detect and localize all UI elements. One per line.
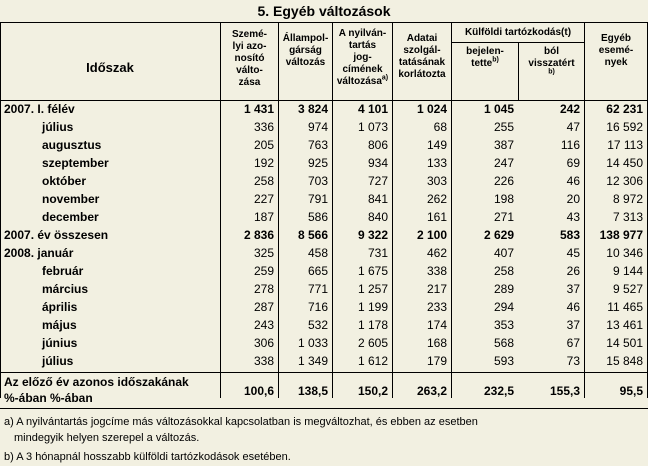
- table-cell: 179: [426, 354, 447, 368]
- table-cell: 43: [566, 210, 580, 224]
- table-cell: 8 972: [612, 192, 643, 206]
- table-cell: 7 313: [612, 210, 643, 224]
- table-cell: 116: [560, 138, 580, 152]
- table-cell: 731: [367, 246, 388, 260]
- table-cell: 233: [426, 300, 447, 314]
- table-cell: 138 977: [599, 228, 643, 242]
- summary-label-line1: Az előző év azonos időszakának: [4, 375, 189, 389]
- table-cell: 161: [426, 210, 447, 224]
- table-cell: 168: [426, 336, 447, 350]
- table-cell: 1 431: [243, 102, 274, 116]
- header-period: Időszak: [86, 60, 134, 75]
- table-cell: 934: [367, 156, 388, 170]
- header-reported: bejelen- tette$^{b)}$: [466, 46, 504, 69]
- table-cell: 187: [253, 210, 274, 224]
- table-cell: 338: [426, 264, 447, 278]
- footnote-b-marker: b): [548, 68, 555, 76]
- table-cell: 149: [426, 138, 447, 152]
- table-cell: 69: [566, 156, 580, 170]
- header-personal-id: Szemé- lyi azo- nosító válto- zása: [231, 29, 267, 88]
- table-row: [0, 263, 648, 279]
- row-label: 2007. I. félév: [4, 102, 75, 116]
- table-cell: 16 592: [606, 120, 643, 134]
- footnote-a-line1: a) A nyilvántartás jogcíme más változásokkal kapcsolatban is megváltozhat, és ebben az esetben: [4, 416, 478, 428]
- table-cell: 462: [426, 246, 447, 260]
- summary-cell: 232,5: [483, 384, 514, 398]
- table-cell: 303: [426, 174, 447, 188]
- table-cell: 226: [493, 174, 514, 188]
- table-cell: 242: [559, 102, 580, 116]
- table-cell: 37: [566, 318, 580, 332]
- table-row: [0, 155, 648, 171]
- table-cell: 306: [253, 336, 274, 350]
- table-row: [0, 317, 648, 333]
- table-row: [0, 281, 648, 297]
- table-cell: 716: [307, 300, 328, 314]
- row-label: október: [42, 174, 87, 188]
- table-row: [0, 335, 648, 351]
- table-cell: 26: [566, 264, 580, 278]
- table-cell: 255: [493, 120, 514, 134]
- row-label: június: [42, 336, 78, 350]
- table-cell: 14 501: [606, 336, 643, 350]
- summary-cell: 263,2: [416, 384, 447, 398]
- summary-cell: 138,5: [297, 384, 328, 398]
- table-cell: 9 527: [612, 282, 643, 296]
- table-cell: 2 605: [357, 336, 388, 350]
- table-row: [0, 227, 648, 243]
- footnote-b: b) A 3 hónapnál hosszabb külföldi tartózkodások esetében.: [4, 451, 291, 463]
- table-cell: 12 306: [606, 174, 643, 188]
- table-cell: 289: [493, 282, 514, 296]
- table-cell: 247: [493, 156, 514, 170]
- table-cell: 45: [566, 246, 580, 260]
- table-cell: 806: [367, 138, 388, 152]
- header-data-restriction: Adatai szolgál- tatásának korlátozta: [398, 33, 446, 80]
- table-cell: 174: [426, 318, 447, 332]
- table-cell: 205: [253, 138, 274, 152]
- row-label: augusztus: [42, 138, 102, 152]
- row-label: 2007. év összesen: [4, 228, 109, 242]
- grid-line: [0, 408, 648, 409]
- table-cell: 198: [493, 192, 514, 206]
- header-abroad-stay: Külföldi tartózkodás(t): [464, 27, 572, 38]
- table-cell: 271: [493, 210, 514, 224]
- table-cell: 11 465: [607, 300, 643, 314]
- row-label: november: [42, 192, 100, 206]
- table-cell: 338: [253, 354, 274, 368]
- table-cell: 458: [307, 246, 328, 260]
- table-cell: 294: [493, 300, 514, 314]
- table-cell: 1 675: [357, 264, 388, 278]
- row-label: március: [42, 282, 89, 296]
- table-cell: 353: [493, 318, 514, 332]
- table-row: [0, 101, 648, 117]
- table-cell: 925: [307, 156, 328, 170]
- table-row: [0, 119, 648, 135]
- table-cell: 841: [367, 192, 388, 206]
- table-cell: 14 450: [606, 156, 643, 170]
- table-cell: 15 848: [606, 354, 643, 368]
- table-cell: 17 113: [607, 138, 643, 152]
- table-cell: 217: [426, 282, 447, 296]
- table-cell: 37: [566, 282, 580, 296]
- grid-line: [0, 22, 648, 23]
- row-label: december: [42, 210, 99, 224]
- table-cell: 62 231: [606, 102, 643, 116]
- table-cell: 46: [566, 300, 580, 314]
- table-cell: 2 836: [243, 228, 274, 242]
- table-cell: 2 100: [416, 228, 447, 242]
- summary-cell: 95,5: [619, 384, 643, 398]
- row-label: szeptember: [42, 156, 109, 170]
- summary-row: [0, 374, 648, 408]
- table-cell: 227: [253, 192, 274, 206]
- table-row: [0, 137, 648, 153]
- table-row: [0, 209, 648, 225]
- table-cell: 192: [253, 156, 274, 170]
- table-cell: 325: [253, 246, 274, 260]
- table-cell: 46: [566, 174, 580, 188]
- table-cell: 10 346: [606, 246, 643, 260]
- table-cell: 532: [307, 318, 328, 332]
- grid-line: [0, 372, 648, 373]
- header-registration-title: A nyilván- tartás jog- címének változása$^{a)}$: [336, 28, 389, 87]
- table-cell: 2 629: [483, 228, 514, 242]
- table-row: [0, 245, 648, 261]
- table-cell: 67: [566, 336, 580, 350]
- footnote-a-line2: mindegyik helyen szerepel a változás.: [14, 432, 200, 444]
- table-cell: 1 178: [357, 318, 388, 332]
- table-cell: 262: [426, 192, 447, 206]
- table-cell: 133: [426, 156, 447, 170]
- table-cell: 771: [307, 282, 328, 296]
- table-cell: 840: [367, 210, 388, 224]
- table-cell: 1 612: [357, 354, 388, 368]
- table-cell: 791: [307, 192, 328, 206]
- table-cell: 1 199: [357, 300, 388, 314]
- table-row: [0, 353, 648, 369]
- table-cell: 665: [307, 264, 328, 278]
- table-cell: 727: [367, 174, 388, 188]
- table-cell: 1 349: [297, 354, 328, 368]
- table-cell: 278: [253, 282, 274, 296]
- table-cell: 20: [566, 192, 580, 206]
- row-label: július: [42, 354, 74, 368]
- table-cell: 407: [493, 246, 514, 260]
- table-cell: 287: [253, 300, 274, 314]
- summary-cell: 150,2: [357, 384, 388, 398]
- table-cell: 258: [253, 174, 274, 188]
- table-cell: 47: [566, 120, 580, 134]
- table-cell: 583: [559, 228, 580, 242]
- table-cell: 568: [493, 336, 514, 350]
- row-label: július: [42, 120, 74, 134]
- table-cell: 4 101: [357, 102, 388, 116]
- table-cell: 763: [307, 138, 328, 152]
- table-row: [0, 173, 648, 189]
- row-label: 2008. január: [4, 246, 74, 260]
- table-cell: 1 073: [357, 120, 388, 134]
- grid-line: [451, 42, 584, 43]
- table-cell: 9 144: [612, 264, 643, 278]
- footnote-b-marker: b): [492, 56, 499, 64]
- table-cell: 258: [493, 264, 514, 278]
- table-cell: 1 033: [297, 336, 328, 350]
- table-cell: 1 045: [483, 102, 514, 116]
- table-cell: 68: [433, 120, 447, 134]
- row-label: május: [42, 318, 77, 332]
- summary-cell: 155,3: [549, 384, 580, 398]
- table-cell: 1 257: [357, 282, 388, 296]
- table-cell: 974: [307, 120, 328, 134]
- footnote-a-marker: a): [381, 74, 389, 82]
- table-cell: 703: [307, 174, 328, 188]
- table-cell: 13 461: [606, 318, 643, 332]
- table-cell: 259: [253, 264, 274, 278]
- table-cell: 243: [253, 318, 274, 332]
- table-row: [0, 191, 648, 207]
- table-row: [0, 299, 648, 315]
- table-cell: 336: [253, 120, 274, 134]
- table-title: 5. Egyéb változások: [257, 3, 391, 19]
- table-cell: 3 824: [297, 102, 328, 116]
- table-cell: 586: [307, 210, 328, 224]
- table-cell: 387: [493, 138, 514, 152]
- table-cell: 73: [566, 354, 580, 368]
- summary-label-line2: %-ában %-ában: [4, 391, 93, 405]
- header-citizenship: Állampol- gárság változás: [282, 33, 329, 68]
- table-cell: 8 566: [297, 228, 328, 242]
- table-cell: 9 322: [357, 228, 388, 242]
- table-cell: 593: [493, 354, 514, 368]
- header-returned: ból visszatért $^{b)}$: [528, 46, 575, 76]
- row-label: február: [42, 264, 84, 278]
- row-label: április: [42, 300, 78, 314]
- header-other-events: Egyéb esemé- nyek: [598, 33, 634, 68]
- table-cell: 1 024: [416, 102, 447, 116]
- summary-cell: 100,6: [243, 384, 274, 398]
